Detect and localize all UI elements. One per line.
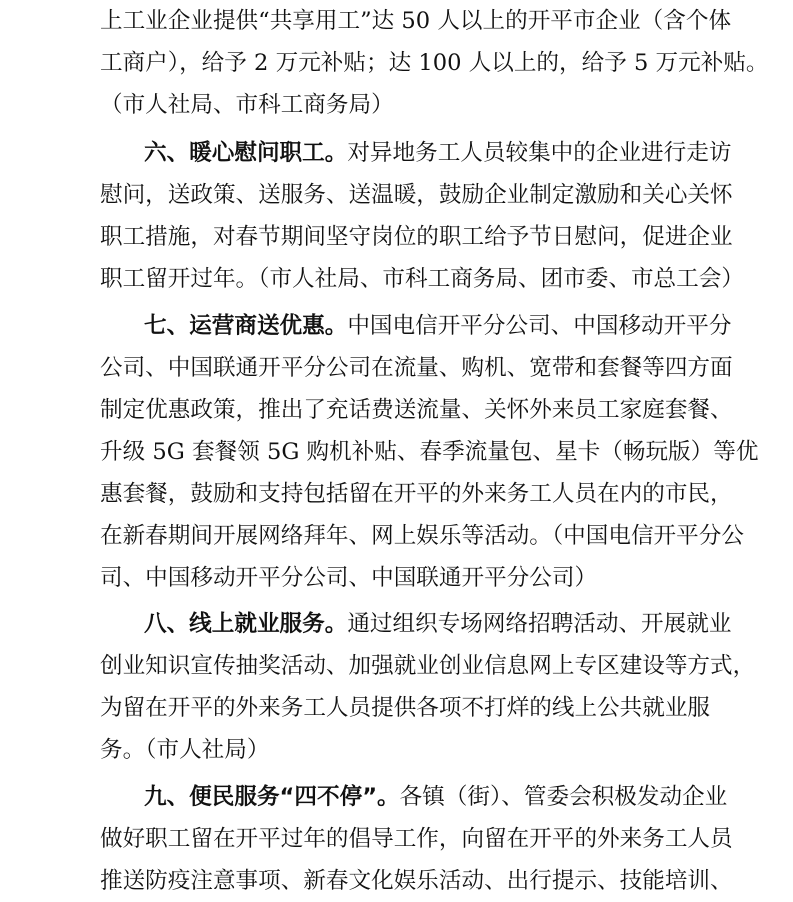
text-line: 惠套餐，鼓励和支持包括留在开平的外来务工人员在内的市民， — [100, 481, 733, 507]
paragraph-line — [144, 776, 728, 818]
text-span: 中国电信开平分公司、中国移动开平分 — [347, 313, 732, 339]
text-line: 司、中国移动开平分公司、中国联通开平分公司） — [100, 565, 598, 591]
text-line: 升级 5G 套餐领 5G 购机补贴、春季流量包、星卡（畅玩版）等优 — [100, 439, 759, 465]
section-heading: 六、暖心慰问职工。 — [144, 140, 348, 166]
text-line: 工商户），给予 2 万元补贴；达 100 人以上的，给予 5 万元补贴。 — [100, 50, 769, 76]
text-line: 上工业企业提供“共享用工”达 50 人以上的开平市企业（含个体 — [100, 8, 732, 34]
section-heading: 九、便民服务“四不停”。 — [144, 784, 400, 810]
paragraph-line — [144, 603, 732, 645]
text-line: 职工措施，对春节期间坚守岗位的职工给予节日慰问，促进企业 — [100, 224, 733, 250]
text-line: 推送防疫注意事项、新春文化娱乐活动、出行提示、技能培训、 — [100, 868, 733, 894]
text-line: 务。（市人社局） — [100, 737, 270, 763]
text-line: 做好职工留在开平过年的倡导工作，向留在开平的外来务工人员 — [100, 826, 733, 852]
paragraph-line — [144, 132, 732, 174]
text-line: （市人社局、市科工商务局） — [100, 92, 394, 118]
text-span: 各镇（街）、管委会积极发动企业 — [399, 784, 728, 810]
text-line: 制定优惠政策，推出了充话费送流量、关怀外来员工家庭套餐、 — [100, 397, 733, 423]
text-line: 公司、中国联通开平分公司在流量、购机、宽带和套餐等四方面 — [100, 355, 733, 381]
paragraph-line — [144, 305, 732, 347]
text-line: 慰问，送政策、送服务、送温暖，鼓励企业制定激励和关心关怀 — [100, 182, 733, 208]
text-span: 通过组织专场网络招聘活动、开展就业 — [347, 611, 732, 637]
text-line: 为留在开平的外来务工人员提供各项不打烊的线上公共就业服 — [100, 695, 711, 721]
text-line: 创业知识宣传抽奖活动、加强就业创业信息网上专区建设等方式， — [100, 653, 756, 679]
text-span: 对异地务工人员较集中的企业进行走访 — [347, 140, 732, 166]
section-heading: 七、运营商送优惠。 — [144, 313, 348, 339]
text-line: 在新春期间开展网络拜年、网上娱乐等活动。（中国电信开平分公 — [100, 523, 744, 549]
text-line: 职工留开过年。（市人社局、市科工商务局、团市委、市总工会） — [100, 266, 744, 292]
section-heading: 八、线上就业服务。 — [144, 611, 348, 637]
